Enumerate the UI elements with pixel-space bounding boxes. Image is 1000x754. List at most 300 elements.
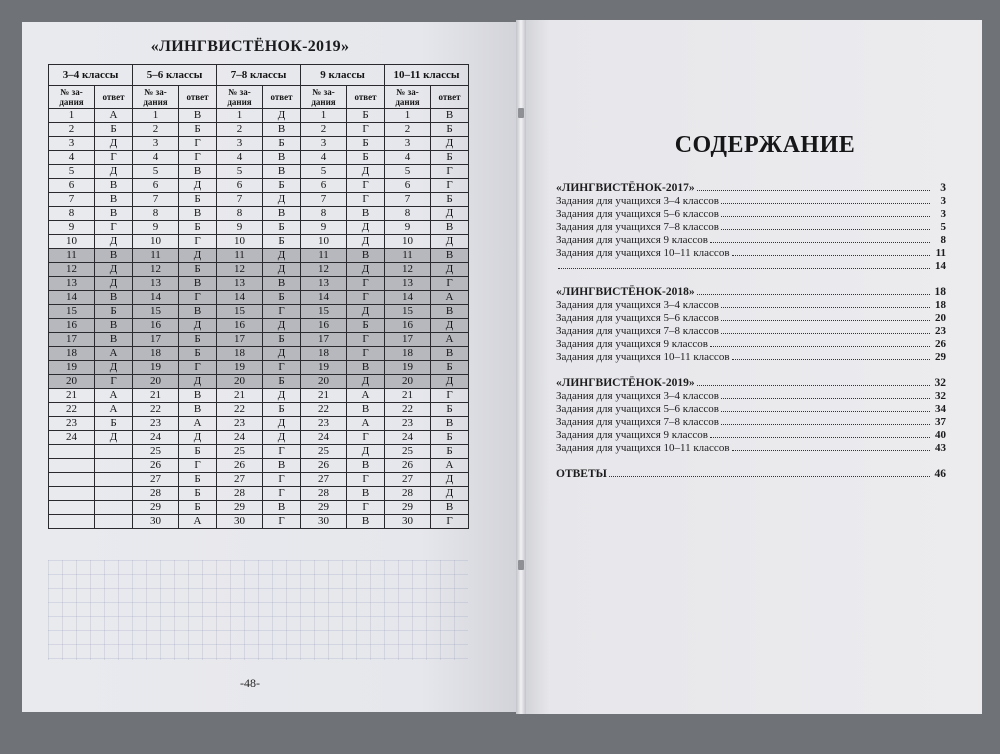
- answer-cell: В: [263, 151, 301, 165]
- task-number-cell: 5: [49, 165, 95, 179]
- answer-cell: А: [431, 459, 469, 473]
- task-number-cell: 1: [49, 109, 95, 123]
- toc-page-number: 29: [935, 351, 946, 363]
- answer-row: [49, 221, 469, 235]
- toc-leader-dots: [710, 437, 930, 438]
- toc-leader-dots: [697, 294, 930, 295]
- toc-page-number: 43: [935, 442, 946, 454]
- task-number-cell: 12: [301, 263, 347, 277]
- answer-cell: Д: [263, 109, 301, 123]
- toc-leader-dots: [721, 398, 930, 399]
- task-number-cell: 6: [133, 179, 179, 193]
- answer-cell: В: [431, 501, 469, 515]
- answer-cell: Д: [95, 165, 133, 179]
- answer-cell: А: [431, 291, 469, 305]
- toc-page-number: 46: [934, 468, 946, 480]
- answer-cell: В: [179, 305, 217, 319]
- task-number-cell: 20: [301, 375, 347, 389]
- task-number-cell: 2: [49, 123, 95, 137]
- task-number-cell: 5: [217, 165, 263, 179]
- answer-cell: Г: [431, 179, 469, 193]
- task-number-cell: 22: [49, 403, 95, 417]
- toc-leader-dots: [721, 216, 930, 217]
- task-number-cell: 27: [385, 473, 431, 487]
- task-number-header: № за-дания: [49, 86, 95, 109]
- answer-cell: Д: [431, 207, 469, 221]
- toc-section: [556, 286, 946, 364]
- task-number-cell: [49, 459, 95, 473]
- task-number-cell: 25: [217, 445, 263, 459]
- toc-page-number: 3: [940, 208, 946, 220]
- answer-cell: [95, 473, 133, 487]
- toc-entry-label: Задания для учащихся 7–8 классов: [556, 325, 719, 337]
- task-number-cell: 19: [217, 361, 263, 375]
- answer-cell: Б: [179, 333, 217, 347]
- answer-row: [49, 473, 469, 487]
- toc-section-heading: [556, 377, 946, 390]
- toc-page-number: 32: [935, 390, 946, 402]
- answer-row: [49, 515, 469, 529]
- toc-entry-label: Задания для учащихся 5–6 классов: [556, 312, 719, 324]
- answer-cell: В: [95, 207, 133, 221]
- answer-cell: Г: [347, 123, 385, 137]
- grade-header: 9 классы: [301, 65, 385, 86]
- toc-section-heading: [556, 468, 946, 481]
- answer-cell: В: [263, 277, 301, 291]
- answer-header: ответ: [347, 86, 385, 109]
- answer-cell: А: [431, 333, 469, 347]
- task-number-cell: 30: [217, 515, 263, 529]
- answer-row: [49, 445, 469, 459]
- task-number-cell: 29: [133, 501, 179, 515]
- answer-row: [49, 403, 469, 417]
- task-number-cell: 7: [385, 193, 431, 207]
- task-number-cell: 2: [385, 123, 431, 137]
- toc-section: [556, 468, 946, 481]
- task-number-cell: 15: [217, 305, 263, 319]
- answer-cell: Б: [431, 445, 469, 459]
- task-number-cell: 19: [301, 361, 347, 375]
- task-number-cell: 26: [301, 459, 347, 473]
- answer-row: [49, 431, 469, 445]
- task-number-cell: 17: [133, 333, 179, 347]
- task-number-cell: 30: [385, 515, 431, 529]
- task-number-cell: 19: [133, 361, 179, 375]
- task-number-cell: 13: [49, 277, 95, 291]
- task-number-cell: 5: [385, 165, 431, 179]
- answer-cell: В: [347, 403, 385, 417]
- task-number-cell: 11: [133, 249, 179, 263]
- answer-cell: В: [263, 165, 301, 179]
- task-number-cell: 26: [133, 459, 179, 473]
- answer-cell: В: [95, 179, 133, 193]
- task-number-cell: 21: [385, 389, 431, 403]
- task-number-cell: 5: [133, 165, 179, 179]
- toc-entry-label: Задания для учащихся 9 классов: [556, 429, 708, 441]
- task-number-cell: 2: [133, 123, 179, 137]
- answer-cell: [95, 501, 133, 515]
- answer-row: [49, 291, 469, 305]
- answer-header: ответ: [95, 86, 133, 109]
- answer-cell: А: [95, 403, 133, 417]
- task-number-cell: 25: [133, 445, 179, 459]
- answer-cell: Г: [431, 165, 469, 179]
- answer-cell: В: [431, 221, 469, 235]
- toc-entry: [556, 221, 946, 234]
- answer-cell: Г: [347, 179, 385, 193]
- grade-header: 10–11 классы: [385, 65, 469, 86]
- task-number-cell: 9: [217, 221, 263, 235]
- answer-cell: Б: [263, 375, 301, 389]
- toc-entry: [556, 312, 946, 325]
- task-number-cell: 30: [301, 515, 347, 529]
- task-number-cell: 4: [301, 151, 347, 165]
- task-number-cell: 22: [301, 403, 347, 417]
- task-number-cell: 22: [217, 403, 263, 417]
- answer-cell: Г: [347, 501, 385, 515]
- answer-cell: Г: [179, 235, 217, 249]
- task-number-cell: 8: [385, 207, 431, 221]
- toc-entry: [556, 429, 946, 442]
- answer-row: [49, 235, 469, 249]
- answers-table: [48, 64, 469, 529]
- answer-cell: Б: [263, 291, 301, 305]
- task-number-cell: 17: [301, 333, 347, 347]
- task-number-cell: 7: [49, 193, 95, 207]
- answer-cell: Г: [263, 487, 301, 501]
- task-number-cell: 2: [217, 123, 263, 137]
- answer-cell: Д: [347, 235, 385, 249]
- staple-top: [518, 108, 524, 118]
- toc-section: [556, 182, 946, 273]
- column-header-row: [49, 86, 469, 109]
- answer-row: [49, 165, 469, 179]
- task-number-cell: 12: [385, 263, 431, 277]
- task-number-cell: 20: [385, 375, 431, 389]
- toc-entry-label: Задания для учащихся 9 классов: [556, 338, 708, 350]
- toc-page-number: 18: [935, 299, 946, 311]
- answer-cell: В: [347, 249, 385, 263]
- toc-page-number: 5: [940, 221, 946, 233]
- task-number-cell: 23: [301, 417, 347, 431]
- answer-cell: Г: [263, 445, 301, 459]
- answer-cell: В: [431, 109, 469, 123]
- answer-row: [49, 179, 469, 193]
- answer-header: ответ: [179, 86, 217, 109]
- answer-cell: Д: [179, 375, 217, 389]
- toc-page-number: 3: [940, 195, 946, 207]
- toc-page-number: 18: [934, 286, 946, 298]
- toc-entry-label: Задания для учащихся 9 классов: [556, 234, 708, 246]
- task-number-cell: 6: [385, 179, 431, 193]
- toc-page-number: 14: [935, 260, 946, 272]
- toc-section-heading: [556, 182, 946, 195]
- task-number-cell: 15: [301, 305, 347, 319]
- answer-cell: Г: [263, 473, 301, 487]
- toc-entry: [556, 351, 946, 364]
- task-number-cell: 12: [133, 263, 179, 277]
- answer-row: [49, 207, 469, 221]
- task-number-cell: 13: [133, 277, 179, 291]
- task-number-cell: 11: [301, 249, 347, 263]
- answer-row: [49, 347, 469, 361]
- toc-entry-label: «ЛИНГВИСТЁНОК-2018»: [556, 286, 695, 298]
- toc-entry: [556, 195, 946, 208]
- toc-section-heading: [556, 286, 946, 299]
- answers-body: [49, 109, 469, 529]
- answer-cell: Б: [95, 305, 133, 319]
- toc-entry-label: Задания для учащихся 7–8 классов: [556, 221, 719, 233]
- toc-entry: [556, 247, 946, 260]
- task-number-cell: 22: [385, 403, 431, 417]
- task-number-cell: 1: [301, 109, 347, 123]
- toc-entry-label: Задания для учащихся 3–4 классов: [556, 299, 719, 311]
- answer-cell: Г: [179, 459, 217, 473]
- toc-entry: [556, 403, 946, 416]
- task-number-cell: 26: [217, 459, 263, 473]
- answer-cell: В: [95, 319, 133, 333]
- answer-cell: Д: [95, 431, 133, 445]
- answer-row: [49, 109, 469, 123]
- task-number-cell: 20: [217, 375, 263, 389]
- answer-row: [49, 263, 469, 277]
- answer-cell: Б: [263, 137, 301, 151]
- grade-header-row: [49, 65, 469, 86]
- toc-leader-dots: [721, 229, 930, 230]
- answer-cell: Д: [431, 319, 469, 333]
- answer-cell: Б: [263, 221, 301, 235]
- grade-header: 7–8 классы: [217, 65, 301, 86]
- answer-cell: В: [179, 277, 217, 291]
- task-number-header: № за-дания: [217, 86, 263, 109]
- answer-cell: А: [95, 109, 133, 123]
- toc-page-number: 34: [935, 403, 946, 415]
- answer-cell: Б: [263, 179, 301, 193]
- toc-entry-label: «ЛИНГВИСТЁНОК-2019»: [556, 377, 695, 389]
- grade-header: 5–6 классы: [133, 65, 217, 86]
- answer-cell: Д: [431, 375, 469, 389]
- toc-leader-dots: [721, 203, 930, 204]
- task-number-cell: 7: [217, 193, 263, 207]
- answer-cell: В: [431, 417, 469, 431]
- task-number-cell: 4: [133, 151, 179, 165]
- answer-cell: Г: [263, 361, 301, 375]
- answer-cell: Б: [179, 347, 217, 361]
- task-number-cell: 16: [301, 319, 347, 333]
- answer-row: [49, 193, 469, 207]
- task-number-cell: 24: [49, 431, 95, 445]
- answer-cell: Б: [179, 221, 217, 235]
- answer-cell: Б: [179, 501, 217, 515]
- task-number-cell: 6: [217, 179, 263, 193]
- answer-cell: [95, 515, 133, 529]
- answer-cell: Б: [95, 417, 133, 431]
- task-number-cell: 15: [49, 305, 95, 319]
- answer-cell: Д: [347, 263, 385, 277]
- task-number-cell: 10: [49, 235, 95, 249]
- answer-cell: Б: [431, 403, 469, 417]
- answer-cell: Д: [95, 361, 133, 375]
- answer-cell: Д: [263, 431, 301, 445]
- task-number-cell: 16: [217, 319, 263, 333]
- answer-cell: Г: [347, 333, 385, 347]
- answer-cell: Д: [347, 221, 385, 235]
- toc-entry: [556, 208, 946, 221]
- answer-cell: Г: [347, 347, 385, 361]
- toc-leader-dots: [721, 307, 930, 308]
- task-number-cell: 10: [133, 235, 179, 249]
- toc-page-number: 11: [935, 247, 946, 259]
- task-number-cell: 24: [217, 431, 263, 445]
- task-number-cell: 21: [301, 389, 347, 403]
- answer-row: [49, 137, 469, 151]
- task-number-cell: 6: [49, 179, 95, 193]
- toc-entry: [556, 338, 946, 351]
- task-number-cell: 16: [133, 319, 179, 333]
- answer-cell: [95, 445, 133, 459]
- answer-cell: Г: [95, 221, 133, 235]
- answer-cell: А: [95, 347, 133, 361]
- answer-cell: Д: [263, 249, 301, 263]
- task-number-cell: 4: [49, 151, 95, 165]
- answer-header: ответ: [263, 86, 301, 109]
- task-number-cell: 14: [133, 291, 179, 305]
- toc-entry: [556, 390, 946, 403]
- task-number-cell: 6: [301, 179, 347, 193]
- toc-entry-label: Задания для учащихся 10–11 классов: [556, 247, 730, 259]
- task-number-cell: 25: [301, 445, 347, 459]
- task-number-cell: [49, 501, 95, 515]
- task-number-cell: 15: [385, 305, 431, 319]
- task-number-header: № за-дания: [385, 86, 431, 109]
- task-number-cell: 8: [301, 207, 347, 221]
- answer-cell: В: [95, 193, 133, 207]
- toc-entry-label: «ЛИНГВИСТЁНОК-2017»: [556, 182, 695, 194]
- task-number-cell: 29: [301, 501, 347, 515]
- answer-cell: Г: [95, 375, 133, 389]
- answer-cell: Б: [431, 151, 469, 165]
- answer-cell: В: [347, 487, 385, 501]
- task-number-cell: 8: [49, 207, 95, 221]
- task-number-cell: 21: [217, 389, 263, 403]
- answer-cell: Б: [431, 193, 469, 207]
- task-number-cell: 7: [133, 193, 179, 207]
- answer-cell: Г: [263, 515, 301, 529]
- answer-row: [49, 501, 469, 515]
- answer-cell: Б: [179, 487, 217, 501]
- task-number-cell: 3: [49, 137, 95, 151]
- answer-row: [49, 361, 469, 375]
- task-number-cell: 9: [133, 221, 179, 235]
- answer-cell: В: [95, 249, 133, 263]
- answer-cell: В: [179, 109, 217, 123]
- toc-entry: [556, 325, 946, 338]
- task-number-cell: 10: [385, 235, 431, 249]
- task-number-cell: 11: [385, 249, 431, 263]
- task-number-cell: 28: [217, 487, 263, 501]
- toc-entry-label: Задания для учащихся 3–4 классов: [556, 195, 719, 207]
- task-number-cell: 30: [133, 515, 179, 529]
- task-number-cell: 11: [49, 249, 95, 263]
- answer-cell: В: [95, 333, 133, 347]
- toc-leader-dots: [697, 385, 930, 386]
- task-number-cell: 4: [385, 151, 431, 165]
- task-number-cell: 8: [217, 207, 263, 221]
- task-number-cell: 5: [301, 165, 347, 179]
- task-number-cell: 18: [217, 347, 263, 361]
- toc-entry: [556, 260, 946, 273]
- toc-entry: [556, 234, 946, 247]
- answer-cell: Б: [263, 333, 301, 347]
- answer-cell: Д: [431, 487, 469, 501]
- task-number-cell: 14: [49, 291, 95, 305]
- answer-cell: Г: [347, 277, 385, 291]
- answer-cell: В: [347, 515, 385, 529]
- task-number-cell: 3: [133, 137, 179, 151]
- answer-cell: Д: [347, 375, 385, 389]
- answer-cell: Б: [431, 431, 469, 445]
- answer-cell: Б: [347, 109, 385, 123]
- answer-header: ответ: [431, 86, 469, 109]
- task-number-cell: 17: [49, 333, 95, 347]
- answer-row: [49, 305, 469, 319]
- answer-row: [49, 333, 469, 347]
- task-number-cell: 26: [385, 459, 431, 473]
- toc-leader-dots: [732, 359, 930, 360]
- task-number-cell: 24: [301, 431, 347, 445]
- page-number: -48-: [240, 676, 260, 690]
- task-number-cell: 23: [49, 417, 95, 431]
- answer-cell: Д: [431, 473, 469, 487]
- toc-entry-label: ОТВЕТЫ: [556, 468, 607, 480]
- toc-entry-label: Задания для учащихся 10–11 классов: [556, 351, 730, 363]
- answer-cell: Б: [179, 445, 217, 459]
- task-number-cell: 19: [385, 361, 431, 375]
- task-number-cell: 18: [301, 347, 347, 361]
- toc-page-number: 3: [940, 182, 946, 194]
- answer-cell: Д: [431, 263, 469, 277]
- task-number-cell: 22: [133, 403, 179, 417]
- task-number-cell: 14: [301, 291, 347, 305]
- answer-cell: Д: [179, 431, 217, 445]
- answer-cell: Г: [431, 389, 469, 403]
- answer-cell: В: [347, 207, 385, 221]
- task-number-cell: 15: [133, 305, 179, 319]
- task-number-cell: 28: [301, 487, 347, 501]
- answer-cell: В: [263, 501, 301, 515]
- answer-cell: В: [263, 207, 301, 221]
- toc-entry-label: Задания для учащихся 5–6 классов: [556, 208, 719, 220]
- answer-cell: В: [179, 403, 217, 417]
- answer-cell: [95, 487, 133, 501]
- task-number-cell: 29: [385, 501, 431, 515]
- task-number-cell: 13: [385, 277, 431, 291]
- task-number-cell: 12: [49, 263, 95, 277]
- answer-cell: Д: [347, 305, 385, 319]
- task-number-cell: 20: [133, 375, 179, 389]
- answer-cell: Б: [263, 235, 301, 249]
- answer-cell: Г: [179, 137, 217, 151]
- task-number-cell: 1: [385, 109, 431, 123]
- task-number-cell: 21: [133, 389, 179, 403]
- toc-entry: [556, 416, 946, 429]
- answer-cell: Г: [179, 361, 217, 375]
- task-number-cell: 16: [49, 319, 95, 333]
- toc-leader-dots: [732, 255, 930, 256]
- answer-cell: А: [179, 515, 217, 529]
- task-number-cell: 8: [133, 207, 179, 221]
- task-number-cell: 20: [49, 375, 95, 389]
